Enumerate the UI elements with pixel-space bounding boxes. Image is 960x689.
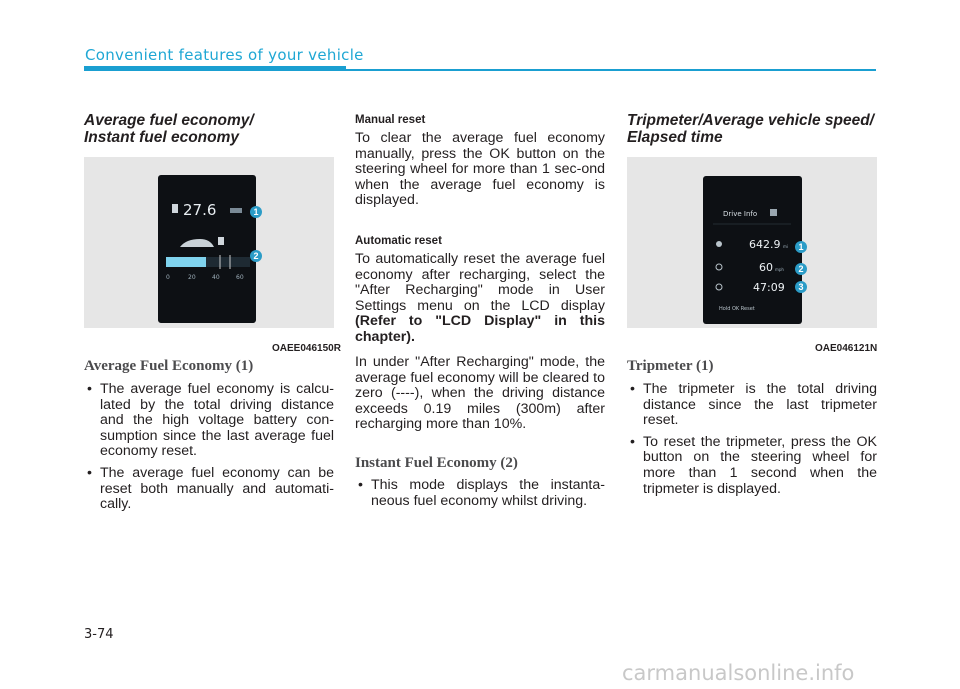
reset-hint: Hold OK Reset [719,306,755,312]
instant-fuel-economy-bullets [355,478,605,515]
automatic-reset-reference: (Refer to "LCD Display" in this chapter). [355,313,605,345]
svg-text:0: 0 [166,274,170,281]
drive-info-graphic [703,176,802,324]
callout-1: 1 [795,241,807,253]
callout-1: 1 [250,206,262,218]
svg-text:47:09: 47:09 [753,281,785,294]
manual-reset-heading: Manual reset [355,114,426,126]
list-item: • The tripmeter is the total driving distance since the last tripmeter reset. [627,382,877,429]
list-item: • To reset the tripmeter, press the OK button on the steering wheel for more than 1 second when the tripmeter is displayed. [627,435,877,497]
svg-text:mi: mi [783,244,789,249]
heading-line: Elapsed time [627,129,723,146]
cluster-display [158,175,256,323]
svg-text:642.9: 642.9 [749,238,781,251]
svg-text:60: 60 [236,274,244,281]
automatic-reset-text [355,252,605,346]
avg-fuel-economy-heading [84,112,254,146]
svg-text:40: 40 [212,274,220,281]
svg-text:60: 60 [759,261,773,274]
instant-fuel-economy-subheading: Instant Fuel Economy (2) [355,455,518,471]
svg-text:mph: mph [775,267,784,272]
header-rule-thin [346,69,876,71]
after-recharging-text: In under "After Recharging" mode, the average fuel economy will be cleared to zero (----), when the driving distance exceeds 0.19 miles (300m) after recharging more than 10%. [355,354,605,433]
fuel-pump-icon [218,237,224,245]
page-number: 3-74 [84,627,114,642]
heading-line: Instant fuel economy [84,129,240,146]
heading-line: Tripmeter/Average vehicle speed/ [627,112,874,129]
figure-code: OAEE046150R [272,343,341,354]
automatic-reset-heading: Automatic reset [355,235,442,247]
tripmeter-heading [627,112,874,146]
drive-info-display [703,176,802,324]
figure-code: OAE046121N [815,343,878,354]
tripmeter-bullets [627,382,877,503]
list-item: • This mode displays the instanta-neous fuel economy whilst driving. [355,478,605,509]
heading-line: Average fuel economy/ [84,112,254,129]
list-item: • The average fuel economy can be reset both manually and automati-cally. [84,466,334,513]
drive-info-figure [627,157,877,328]
fuel-value-text: 27.6 [183,201,217,219]
section-header-title: Convenient features of your vehicle [85,46,364,64]
list-item: • The average fuel economy is calcu-lated by the total driving distance and the high voltage battery con-sumption since the last average fuel economy reset. [84,382,334,460]
callout-2: 2 [795,263,807,275]
svg-text:20: 20 [188,274,196,281]
cluster-display-graphic [158,175,256,323]
odometer-icon [716,241,722,247]
fuel-economy-figure [84,157,334,328]
clock-icon [716,284,722,290]
callout-3: 3 [795,281,807,293]
fuel-pump-icon [172,204,178,213]
header-rule-thick [84,66,346,71]
avg-fuel-economy-subheading: Average Fuel Economy (1) [84,358,254,374]
instant-fuel-bar-fill [166,257,206,267]
callout-2: 2 [250,250,262,262]
automatic-reset-body: To automatically reset the average fuel economy after recharging, select the "After Recharging" mode in User Settings menu on the LCD display [355,251,605,314]
tripmeter-subheading: Tripmeter (1) [627,358,714,374]
speed-icon [716,264,722,270]
car-icon [180,239,214,247]
watermark: carmanualsonline.info [622,661,855,685]
avg-fuel-economy-bullets [84,382,334,519]
manual-reset-text: To clear the average fuel economy manually, press the OK button on the steering wheel for more than 1 sec-ond when the average fuel economy is displayed. [355,130,605,209]
drive-info-title: Drive Info [723,210,758,218]
